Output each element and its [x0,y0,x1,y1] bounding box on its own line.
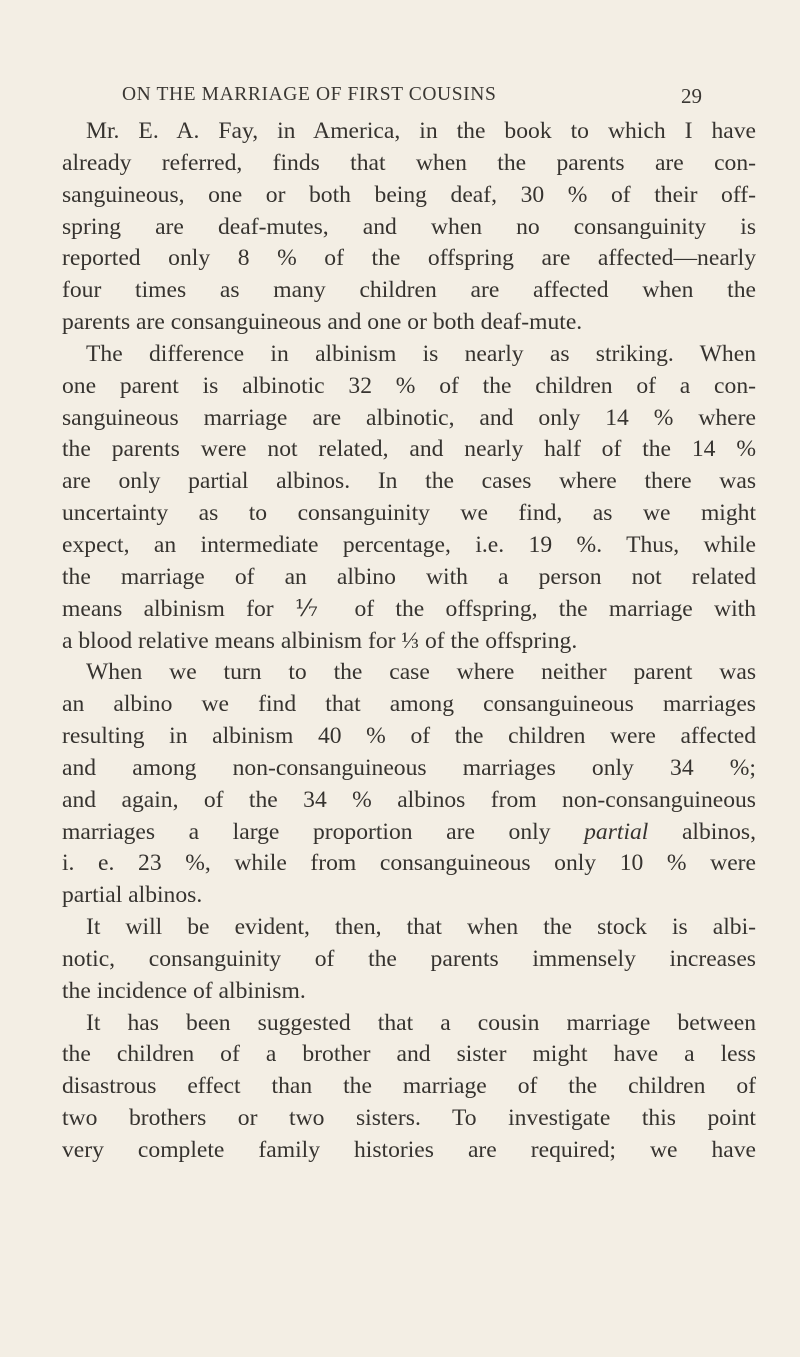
text-segment: expect, an intermediate percentage, i.e. 19 %. Thus, while [62,531,756,558]
text-segment: means albinism for ⅐ of the offspring, the marriage with [62,595,756,622]
text-line [62,1135,756,1167]
text-segment: sanguineous marriage are albinotic, and only 14 % where [62,404,756,431]
text-line [62,466,756,498]
text-line [62,530,756,562]
text-segment: a blood relative means albinism for ⅓ of the offspring. [62,627,578,654]
text-line [62,976,756,1008]
text-segment: reported only 8 % of the offspring are affected—nearly [62,245,756,272]
text-line [62,817,756,849]
text-line [62,753,756,785]
text-line [62,180,756,212]
text-segment: are only partial albinos. In the cases where there was [62,468,756,495]
text-segment: parents are consanguineous and one or both deaf-mute. [62,309,583,336]
text-segment: the parents were not related, and nearly half of the 14 % [62,436,756,463]
text-segment: one parent is albinotic 32 % of the children of a con- [62,372,756,399]
text-segment: partial albinos. [62,882,203,909]
text-segment: two brothers or two sisters. To investigate this point [62,1105,756,1132]
text-segment: sanguineous, one or both being deaf, 30 % of their off- [62,181,756,208]
text-line [62,148,756,180]
text-line [62,1008,756,1040]
text-line [62,307,756,339]
text-segment: When we turn to the case where neither parent was [86,659,756,686]
text-line [62,689,756,721]
text-line [62,1039,756,1071]
text-segment: very complete family histories are required; we have [62,1137,756,1163]
text-line [62,243,756,275]
text-line [62,657,756,689]
text-line [62,434,756,466]
text-line [62,848,756,880]
text-segment: an albino we find that among consanguineous marriages [62,691,756,718]
body-text [62,116,756,1167]
text-line [62,562,756,594]
text-line [62,880,756,912]
page-number: 29 [681,84,702,108]
text-segment: spring are deaf-mutes, and when no consanguinity is [62,213,756,240]
text-line [62,116,756,148]
text-line [62,912,756,944]
text-line [62,339,756,371]
text-segment: albinos, [648,818,757,845]
text-segment: uncertainty as to consanguinity we find, as we might [62,500,756,527]
text-line [62,1103,756,1135]
text-segment: and again, of the 34 % albinos from non-consanguineous [62,786,756,813]
text-line [62,371,756,403]
text-segment: marriages a large proportion are only [62,818,585,845]
running-head [122,84,702,114]
text-line [62,785,756,817]
text-segment: notic, consanguinity of the parents immensely increases [62,945,756,972]
text-line [62,944,756,976]
text-segment: It has been suggested that a cousin marriage between [86,1009,756,1036]
text-line [62,1071,756,1103]
text-segment: four times as many children are affected when the [62,277,756,304]
text-line [62,721,756,753]
text-line [62,498,756,530]
text-segment: the children of a brother and sister might have a less [62,1041,756,1068]
text-segment: the marriage of an albino with a person not related [62,563,756,590]
text-line [62,403,756,435]
italic-text: partial [584,818,649,845]
text-segment: and among non-consanguineous marriages only 34 %; [62,754,756,781]
text-line [62,626,756,658]
text-segment: already referred, finds that when the parents are con- [62,149,756,176]
text-segment: It will be evident, then, that when the stock is albi- [86,914,756,941]
text-line [62,212,756,244]
text-segment: resulting in albinism 40 % of the children were affected [62,723,756,750]
text-segment: disastrous effect than the marriage of the children of [62,1073,756,1100]
text-segment: i. e. 23 %, while from consanguineous only 10 % were [62,850,756,877]
text-segment: The difference in albinism is nearly as striking. When [86,340,756,367]
text-line [62,594,756,626]
text-line [62,275,756,307]
running-head-title: ON THE MARRIAGE OF FIRST COUSINS [122,84,497,105]
text-segment: Mr. E. A. Fay, in America, in the book to which I have [86,118,756,144]
text-segment: the incidence of albinism. [62,977,306,1004]
